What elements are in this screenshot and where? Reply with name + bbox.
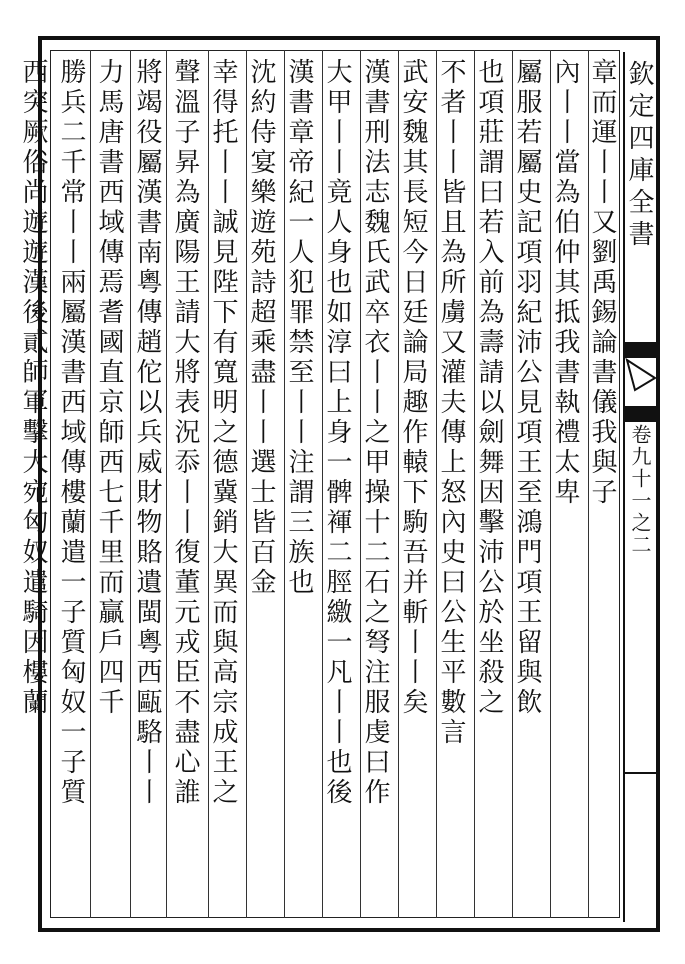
text-column-3: 屬服若屬史記項羽紀沛公見項王至鴻門項王留與飲 (512, 58, 542, 718)
volume-number: 卷九十一之二 (628, 424, 652, 556)
text-column-10: 沈約侍宴樂遊苑詩超乘盡丨丨選士皆百金 (246, 58, 276, 598)
text-column-13: 將竭役屬漢書南粵傳趙佗以兵威財物賂遺閩粵西甌駱丨丨 (132, 58, 162, 808)
page-margin-strip (623, 52, 659, 922)
text-column-12: 聲溫子昇為廣陽王請大將表況忝丨丨復董元戎臣不盡心誰 (170, 58, 200, 808)
text-column-5: 不者丨丨皆且為所虜又灌夫傳上怒內史曰公生平數言 (436, 58, 466, 748)
text-column-14: 力馬唐書西域傳焉耆國直京師西七千里而贏戶四千 (94, 58, 124, 718)
book-title: 欽定四庫全書 (624, 60, 654, 252)
text-column-1: 章而運丨丨又劉禹錫論書儀我與子 (587, 58, 617, 508)
text-column-2: 內丨丨當為伯仲其抵我書執禮太卑 (550, 58, 580, 508)
text-column-6: 武安魏其長短今日廷論局趣作轅下駒吾并斬丨丨矣 (398, 58, 428, 718)
text-column-7: 漢書刑法志魏氏武卒衣丨丨之甲操十二石之弩注服虔曰作 (360, 58, 390, 808)
fish-tail-icon (625, 342, 659, 422)
text-column-9: 漢書章帝紀一人犯罪禁至丨丨注謂三族也 (284, 58, 314, 598)
text-column-11: 幸得托丨丨誠見陛下有寬明之德冀銷大異而與高宗成王之 (208, 58, 238, 808)
text-column-8: 大甲丨丨竟人身也如淳曰上身一髀褌二脛繳一凡丨丨也後 (322, 58, 352, 808)
text-column-4: 也項莊謂曰若入前為壽請以劍舞因擊沛公於坐殺之 (474, 58, 504, 718)
text-column-16: 西突厥俗尚遊遊漢後貳師軍擊大宛匈奴遣騎因樓蘭 (18, 58, 48, 718)
margin-rule (625, 772, 659, 774)
text-column-15: 勝兵二千常丨丨兩屬漢書西域傳樓蘭遣一子質匈奴一子質 (56, 58, 86, 808)
